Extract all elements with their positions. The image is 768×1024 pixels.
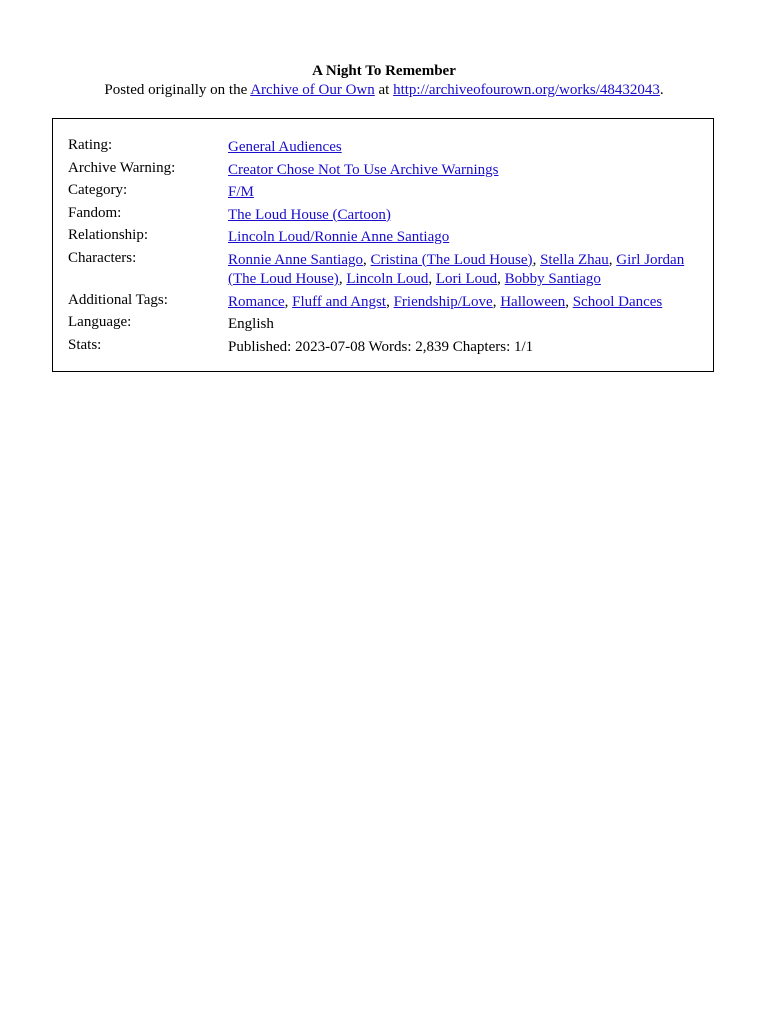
characters-tag-link[interactable]: Stella Zhau xyxy=(540,251,609,268)
category-tag-link[interactable]: F/M xyxy=(228,184,254,200)
meta-row-warning xyxy=(68,161,698,184)
characters-tag-link[interactable]: Girl Jordan (The Loud House) xyxy=(228,251,685,287)
meta-row-rating xyxy=(68,138,698,161)
relationship-tag-link[interactable]: Lincoln Loud/Ronnie Anne Santiago xyxy=(228,229,450,245)
meta-row-relationship xyxy=(68,228,698,251)
characters-tag-link[interactable]: Lori Loud xyxy=(435,271,498,287)
meta-label-relationship: Relationship: xyxy=(68,227,148,243)
additional-tags-tag-link[interactable]: Fluff and Angst xyxy=(292,293,387,310)
meta-label-characters: Characters: xyxy=(68,249,137,266)
work-url-link[interactable]: http://archiveofourown.org/works/48432043 xyxy=(393,82,660,98)
characters-tag-link[interactable]: Bobby Santiago xyxy=(504,271,601,287)
work-title: A Night To Remember xyxy=(312,63,456,79)
warning-tag-link[interactable]: Creator Chose Not To Use Archive Warnings xyxy=(228,161,499,178)
meta-value-fandom xyxy=(228,206,698,229)
meta-value-language: English xyxy=(228,316,274,332)
meta-value-relationship xyxy=(228,228,698,251)
meta-label-category: Category: xyxy=(68,182,128,198)
meta-value-stats: Published: 2023-07-08 Words: 2,839 Chapters: 1/1 xyxy=(228,338,534,355)
posted-suffix: . xyxy=(659,82,664,98)
posted-at: at xyxy=(378,82,390,98)
meta-value-warning xyxy=(228,161,698,184)
meta-row-characters xyxy=(68,251,698,293)
work-header xyxy=(0,62,768,100)
meta-row-additional-tags xyxy=(68,293,698,316)
meta-label-stats: Stats: xyxy=(68,336,102,353)
meta-row-stats xyxy=(68,338,698,361)
work-metadata-box xyxy=(52,118,714,372)
meta-value-rating xyxy=(228,138,698,161)
meta-value-additional-tags: Romance, Fluff and Angst, Friendship/Love, Halloween, School Dances xyxy=(228,293,663,310)
additional-tags-tag-link[interactable]: Halloween xyxy=(500,293,566,310)
characters-tag-link[interactable]: Lincoln Loud xyxy=(346,271,429,287)
rating-tag-link[interactable]: General Audiences xyxy=(228,139,342,155)
meta-value-category xyxy=(228,183,698,206)
additional-tags-tag-link[interactable]: Friendship/Love xyxy=(393,293,493,310)
meta-row-fandom xyxy=(68,206,698,229)
additional-tags-tag-link[interactable]: Romance xyxy=(228,293,285,310)
meta-row-language xyxy=(68,315,698,338)
characters-tag-link[interactable]: Cristina (The Loud House) xyxy=(370,251,533,268)
characters-tag-link[interactable]: Ronnie Anne Santiago xyxy=(228,251,363,268)
meta-label-rating: Rating: xyxy=(68,137,113,153)
meta-row-category xyxy=(68,183,698,206)
archive-link[interactable]: Archive of Our Own xyxy=(250,82,375,98)
meta-label-fandom: Fandom: xyxy=(68,204,122,221)
fandom-tag-link[interactable]: The Loud House (Cartoon) xyxy=(228,206,391,223)
posted-line xyxy=(0,81,768,100)
additional-tags-tag-link[interactable]: School Dances xyxy=(572,293,663,310)
posted-prefix: Posted originally on the xyxy=(104,82,248,98)
meta-value-characters: Ronnie Anne Santiago, Cristina (The Loud House), Stella Zhau, Girl Jordan (The Loud House), Lincoln Loud, Lori Loud, Bobby Santiago xyxy=(228,251,685,287)
work-metadata-table xyxy=(68,138,698,360)
meta-label-additional-tags: Additional Tags: xyxy=(68,291,168,308)
meta-label-language: Language: xyxy=(68,314,132,330)
meta-label-warning: Archive Warning: xyxy=(68,159,176,176)
